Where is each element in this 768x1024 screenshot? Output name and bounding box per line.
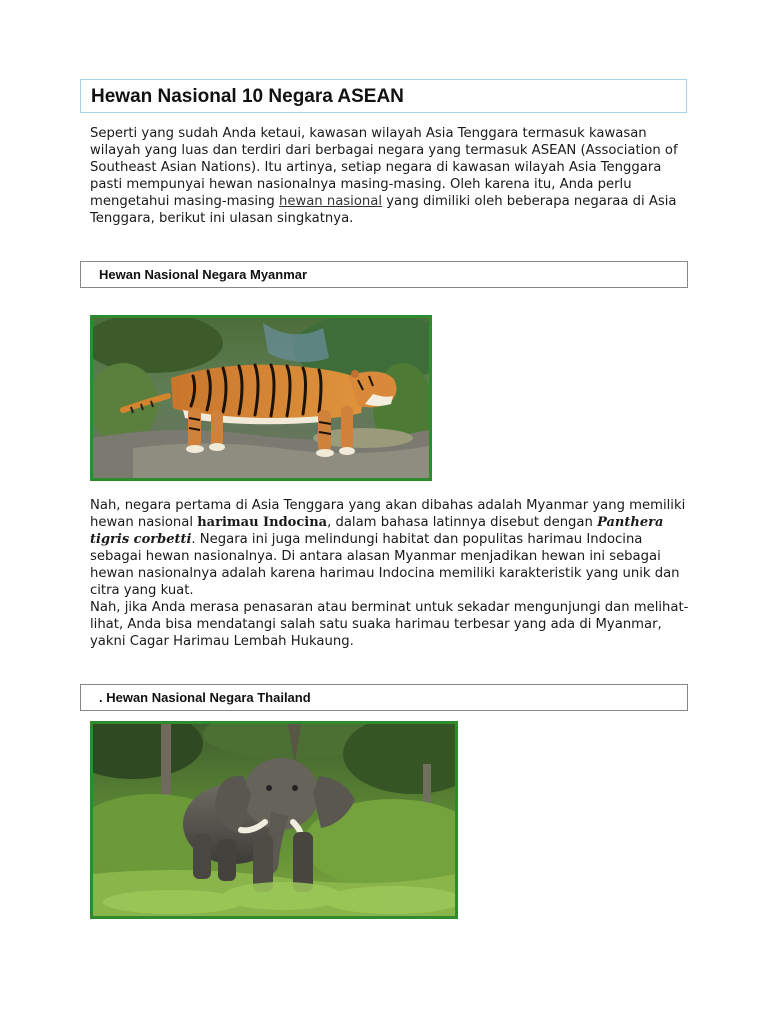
title-box xyxy=(80,79,687,113)
tiger-photo xyxy=(90,315,432,481)
myanmar-text-3: . Negara ini juga melindungi habitat dan populitas harimau Indocina sebagai hewan nasionalnya. Di antara alasan Myanmar menjadikan hewan ini sebagai hewan nasionalnya adalah karena harimau Indocina memiliki karakteristik yang unik dan citra yang kuat. xyxy=(90,532,680,598)
section-heading-thailand xyxy=(80,684,688,711)
elephant-image xyxy=(93,724,455,916)
myanmar-text-2: , dalam bahasa latinnya disebut dengan xyxy=(327,515,598,530)
tiger-latin-name: Panthera tigris corbetti xyxy=(90,515,664,547)
elephant-photo xyxy=(90,721,458,919)
tiger-image xyxy=(93,318,429,478)
section-heading-text: Hewan Nasional Negara Myanmar xyxy=(99,267,308,282)
intro-text-after: yang dimiliki oleh beberapa negaraa di Asia Tenggara, berikut ini ulasan singkatnya. xyxy=(90,194,677,226)
myanmar-paragraph xyxy=(90,497,690,650)
tiger-common-name: harimau Indocina xyxy=(197,515,328,530)
myanmar-text-4: Nah, jika Anda merasa penasaran atau berminat untuk sekadar mengunjungi dan melihat-lihat, Anda bisa mendatangi salah satu suaka harimau terbesar yang ada di Myanmar, yakni Cagar Harimau Lembah Hukaung. xyxy=(90,600,689,649)
myanmar-text-1: Nah, negara pertama di Asia Tenggara yang akan dibahas adalah Myanmar yang memiliki hewan nasional xyxy=(90,498,686,530)
intro-text-before: Seperti yang sudah Anda ketaui, kawasan wilayah Asia Tenggara termasuk kawasan wilayah yang luas dan terdiri dari berbagai negara yang termasuk ASEAN (Association of Southeast Asian Nations). Itu artinya, setiap negara di kawasan wilayah Asia Tenggara pasti mempunyai hewan nasionalnya masing-masing. Oleh karena itu, Anda perlu mengetahui masing-masing xyxy=(90,126,678,209)
intro-paragraph xyxy=(90,125,690,227)
page-title: Hewan Nasional 10 Negara ASEAN xyxy=(91,86,404,107)
section-heading-myanmar xyxy=(80,261,688,288)
hewan-nasional-link[interactable]: hewan nasional xyxy=(278,194,383,209)
section-heading-text: . Hewan Nasional Negara Thailand xyxy=(99,690,311,705)
